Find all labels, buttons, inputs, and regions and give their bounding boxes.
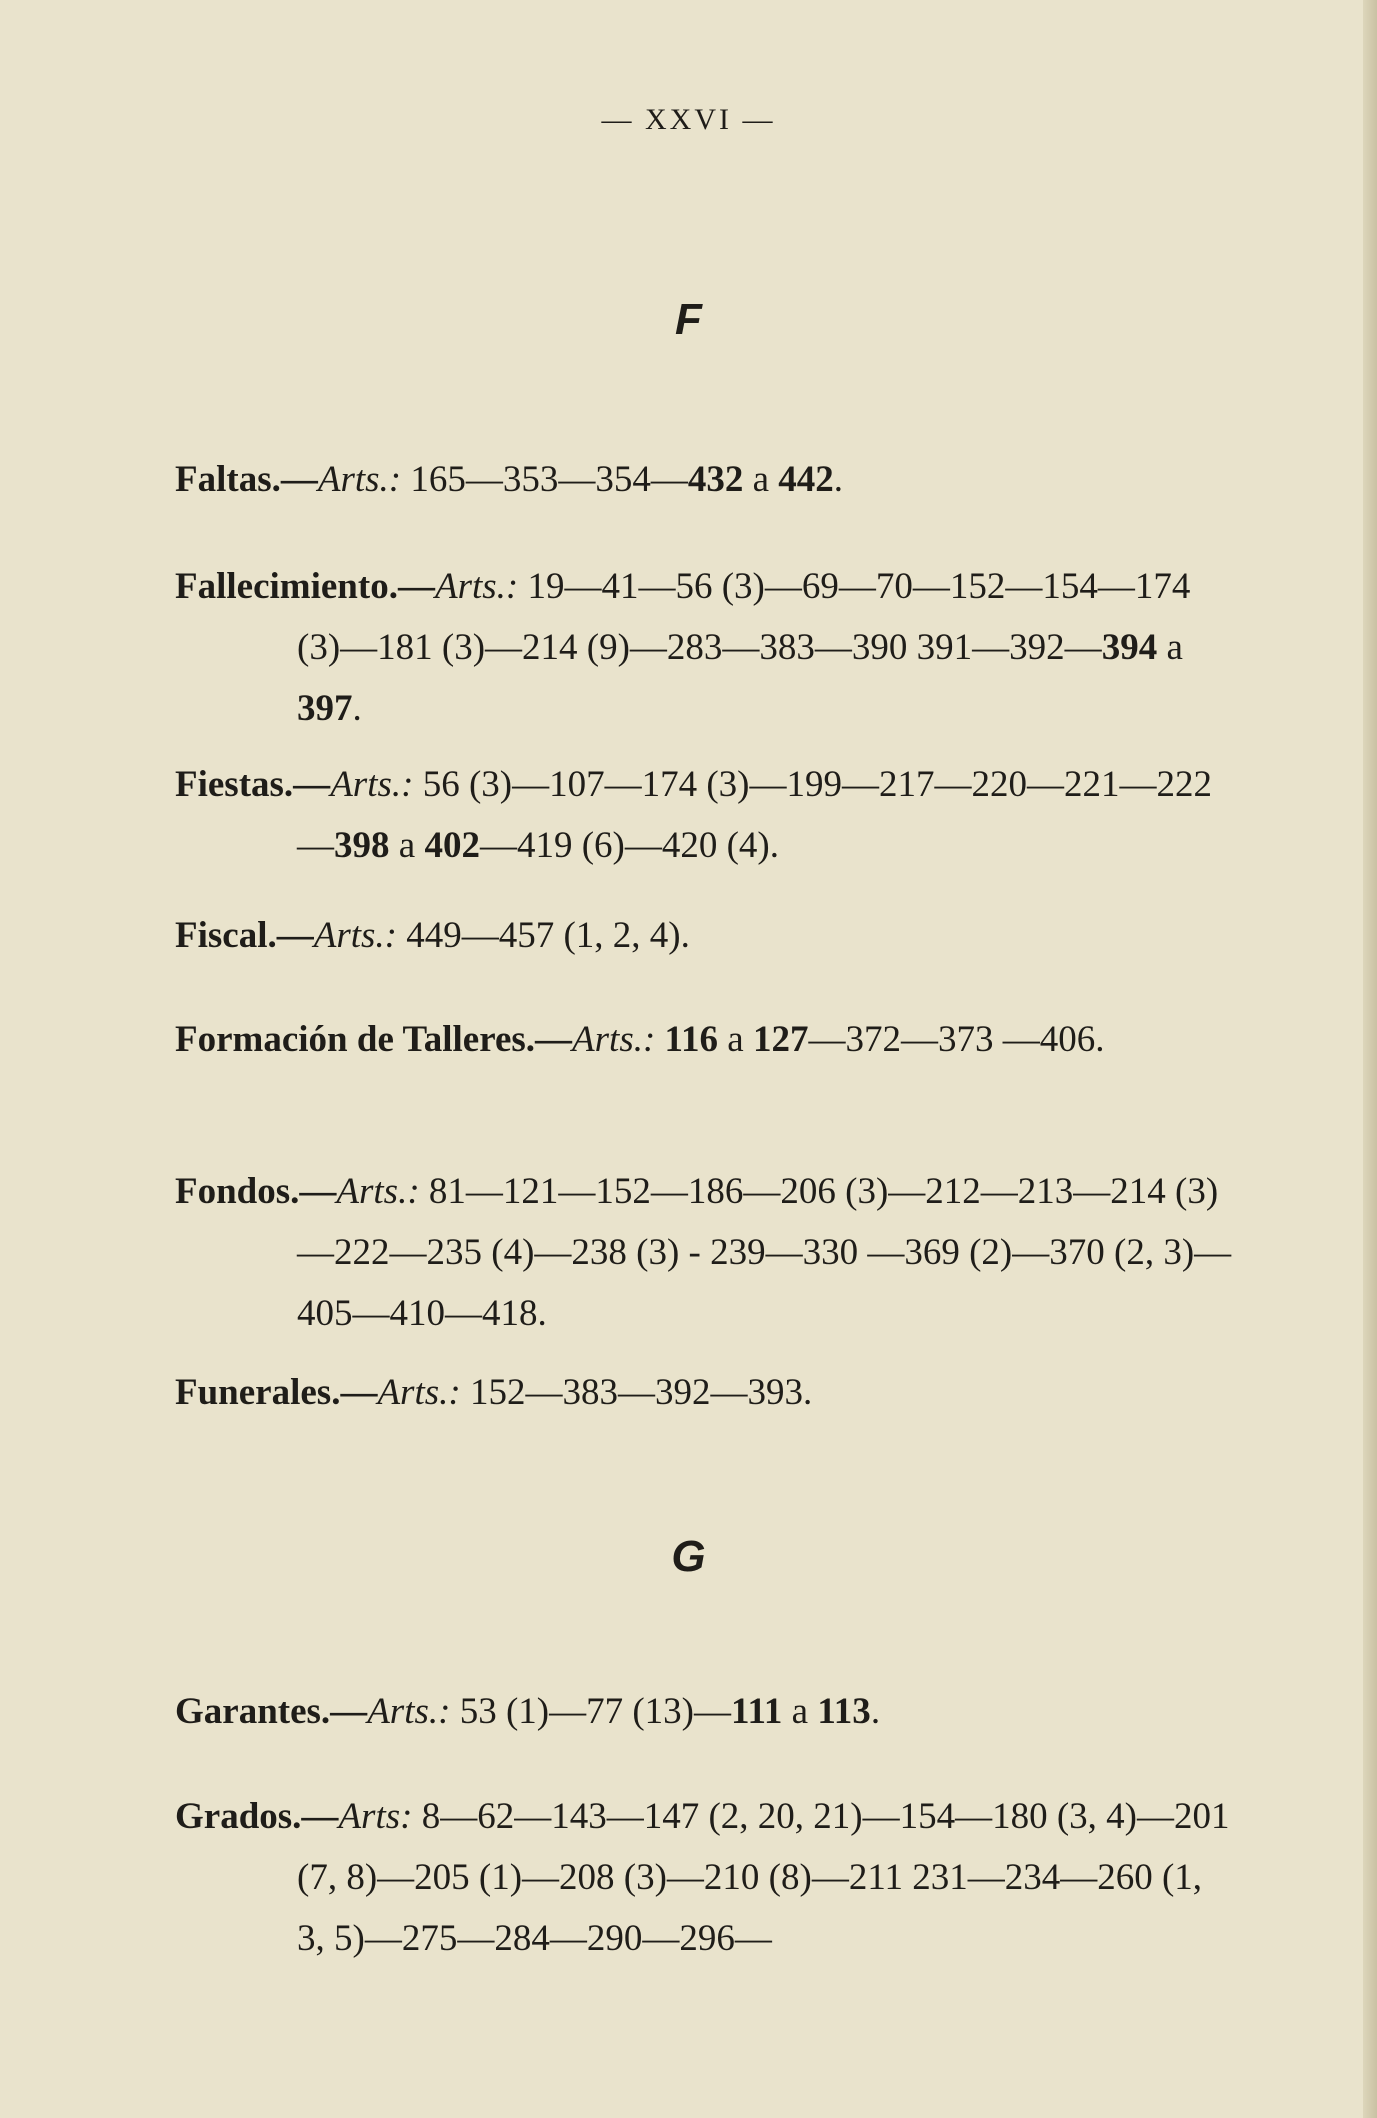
entry-term: Fiscal.—: [175, 915, 314, 956]
reference-range-bold: 111: [730, 1691, 783, 1732]
reference-text: 165—353—354—: [401, 459, 688, 500]
section-letter-f: F: [675, 295, 702, 344]
reference-range-bold: 394: [1101, 627, 1158, 668]
entry-arts-label: Arts.:: [367, 1691, 451, 1732]
entry-references: [297, 1796, 1229, 1959]
entry-arts-label: Arts.:: [313, 915, 397, 956]
entry-references: [450, 1691, 880, 1732]
reference-text: a: [1157, 627, 1183, 668]
reference-text: 53 (1)—77 (13)—: [450, 1691, 731, 1732]
reference-text: 81—121—152—186—206 (3)—212—213—214 (3)—222—235 (4)—238 (3) - 239—330 —369 (2)—370 (2, 3)—405—410—418.: [297, 1171, 1232, 1334]
reference-text: [655, 1019, 664, 1060]
entry-references: [401, 459, 843, 500]
reference-range-bold: 442: [778, 459, 834, 500]
index-entry: [175, 1681, 1235, 1742]
reference-text: 449—457 (1, 2, 4).: [396, 915, 690, 956]
reference-text: —372—373 —406.: [808, 1019, 1105, 1060]
reference-text: 8—62—143—147 (2, 20, 21)—154—180 (3, 4)—201 (7, 8)—205 (1)—208 (3)—210 (8)—211 231—234—260 (1, 3, 5)—275—284—290—296—: [297, 1796, 1230, 1959]
reference-text: —419 (6)—420 (4).: [479, 825, 779, 866]
index-entry: [175, 754, 1235, 876]
entry-arts-label: Arts.:: [434, 566, 519, 607]
entry-arts-label: Arts.:: [377, 1372, 461, 1413]
reference-range-bold: 113: [817, 1691, 871, 1732]
entry-references: [655, 1019, 1104, 1060]
index-entry: [175, 1786, 1235, 1969]
entry-arts-label: Arts.:: [336, 1171, 420, 1212]
reference-range-bold: 402: [424, 825, 480, 866]
index-entry: [175, 1009, 1235, 1070]
section-letter-g: G: [671, 1532, 706, 1581]
reference-range-bold: 127: [752, 1019, 809, 1060]
entry-arts-label: Arts.:: [572, 1019, 656, 1060]
entry-arts-label: Arts:: [338, 1796, 413, 1837]
reference-text: 19—41—56 (3)—69—70—152—154—174 (3)—181 (3)—214 (9)—283—383—390 391—392—: [297, 566, 1191, 668]
reference-text: .: [352, 688, 362, 729]
entry-references: [397, 915, 690, 956]
reference-text: a: [389, 825, 425, 866]
entry-term: Funerales.—: [175, 1372, 378, 1413]
entry-term: Formación de Talleres.—: [175, 1019, 573, 1060]
index-entry: [175, 1161, 1235, 1344]
entry-term: Garantes.—: [175, 1691, 368, 1732]
entry-term: Fiestas.—: [175, 764, 331, 805]
reference-text: .: [833, 459, 844, 500]
entry-references: [461, 1372, 813, 1413]
page-number: — XXVI —: [601, 103, 776, 136]
reference-text: a: [743, 459, 779, 500]
reference-range-bold: 116: [664, 1019, 719, 1060]
entry-references: [297, 764, 1212, 866]
reference-text: 56 (3)—107—174 (3)—199—217—220—221—222—: [297, 764, 1212, 866]
reference-text: 152—383—392—393.: [460, 1372, 813, 1413]
entry-term: Grados.—: [175, 1796, 339, 1837]
index-entry: [175, 1362, 1235, 1423]
entry-arts-label: Arts.:: [330, 764, 414, 805]
index-entry: [175, 556, 1235, 739]
reference-range-bold: 397: [297, 688, 353, 729]
entry-references: [297, 1171, 1231, 1334]
index-entry: [175, 905, 1235, 966]
entry-term: Fallecimiento.—: [175, 566, 435, 607]
entry-term: Fondos.—: [175, 1171, 337, 1212]
reference-range-bold: 398: [334, 825, 390, 866]
reference-text: a: [718, 1019, 753, 1060]
reference-text: .: [870, 1691, 881, 1732]
reference-range-bold: 432: [687, 459, 744, 500]
index-entry: [175, 449, 1235, 510]
reference-text: a: [782, 1691, 818, 1732]
entry-arts-label: Arts.:: [317, 459, 402, 500]
entry-term: Faltas.—: [175, 459, 318, 500]
